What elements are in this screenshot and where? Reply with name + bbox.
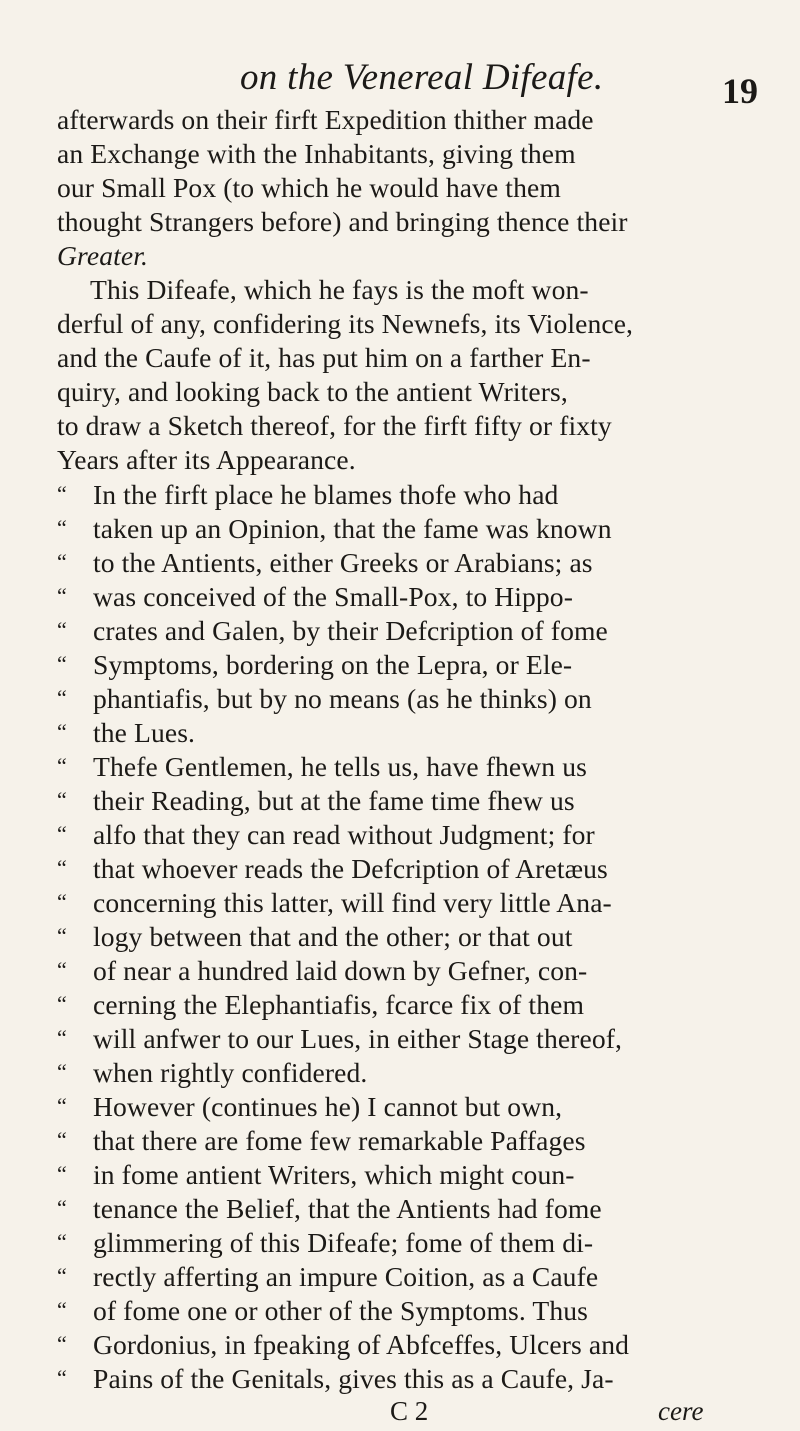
quote-mark: “	[57, 889, 67, 914]
quoted-line: “ when rightly confidered.	[57, 1057, 368, 1088]
page-number: 19	[722, 71, 758, 111]
quoted-line: “ phantiafis, but by no means (as he thinks) on	[57, 683, 592, 714]
running-head: on the Venereal Difeafe.	[240, 57, 604, 98]
text-line: derful of any, confidering its Newnefs, its Violence,	[57, 308, 634, 339]
quote-mark: “	[57, 1331, 67, 1356]
quote-mark: “	[57, 481, 67, 506]
quote-mark: “	[57, 957, 67, 982]
quoted-line: “ that whoever reads the Defcription of Aretæus	[57, 853, 608, 884]
text-line: and the Caufe of it, has put him on a farther En-	[57, 342, 591, 373]
quote-mark: “	[57, 583, 67, 608]
quote-mark: “	[57, 617, 67, 642]
quoted-line: “ of near a hundred laid down by Gefner, con-	[57, 955, 588, 986]
quote-mark: “	[57, 651, 67, 676]
quote-mark: “	[57, 685, 67, 710]
quote-mark: “	[57, 787, 67, 812]
text-line: This Difeafe, which he fays is the moft won-	[90, 274, 589, 305]
quote-mark: “	[57, 719, 67, 744]
quoted-line: “ in fome antient Writers, which might coun-	[57, 1159, 575, 1190]
quoted-line: “ their Reading, but at the fame time fhew us	[57, 785, 575, 816]
quote-mark: “	[57, 1093, 67, 1118]
text-line: afterwards on their firft Expedition thither made	[57, 104, 594, 135]
text-line: quiry, and looking back to the antient Writers,	[57, 376, 568, 407]
quoted-line: “ that there are fome few remarkable Paffages	[57, 1125, 586, 1156]
quote-mark: “	[57, 515, 67, 540]
quote-mark: “	[57, 549, 67, 574]
quote-mark: “	[57, 1297, 67, 1322]
quoted-line: “ concerning this latter, will find very little Ana-	[57, 887, 612, 918]
text-line: thought Strangers before) and bringing thence their	[57, 206, 628, 237]
quoted-line: “ alfo that they can read without Judgment; for	[57, 819, 595, 850]
quote-mark: “	[57, 1229, 67, 1254]
text-line: our Small Pox (to which he would have them	[57, 172, 561, 203]
quoted-line: “ the Lues.	[57, 717, 196, 748]
quoted-line: “ logy between that and the other; or that out	[57, 921, 573, 952]
quote-mark: “	[57, 991, 67, 1016]
quote-mark: “	[57, 855, 67, 880]
quote-mark: “	[57, 1059, 67, 1084]
quote-mark: “	[57, 1365, 67, 1390]
quoted-line: “ cerning the Elephantiafis, fcarce fix of them	[57, 989, 585, 1020]
quoted-line: “ glimmering of this Difeafe; fome of them di-	[57, 1227, 594, 1258]
quoted-line: “ was conceived of the Small-Pox, to Hippo-	[57, 581, 573, 612]
quote-mark: “	[57, 923, 67, 948]
quoted-line: “ taken up an Opinion, that the fame was known	[57, 513, 612, 544]
quoted-line: “ Symptoms, bordering on the Lepra, or Ele-	[57, 649, 573, 680]
quote-mark: “	[57, 1025, 67, 1050]
quoted-line: “ crates and Galen, by their Defcription of fome	[57, 615, 608, 646]
quoted-line: “ of fome one or other of the Symptoms. Thus	[57, 1295, 588, 1326]
quote-mark: “	[57, 821, 67, 846]
text-line: Years after its Appearance.	[57, 444, 356, 475]
quote-mark: “	[57, 1195, 67, 1220]
quoted-line: “ Gordonius, in fpeaking of Abfceffes, Ulcers and	[57, 1329, 629, 1360]
quoted-line: “ to the Antients, either Greeks or Arabians; as	[57, 547, 593, 578]
text-line: Greater.	[57, 240, 148, 271]
quote-mark: “	[57, 1263, 67, 1288]
quote-mark: “	[57, 753, 67, 778]
quote-mark: “	[57, 1161, 67, 1186]
quoted-line: “ Pains of the Genitals, gives this as a Caufe, Ja-	[57, 1363, 614, 1394]
text-line: an Exchange with the Inhabitants, giving them	[57, 138, 576, 169]
quoted-line: “ will anfwer to our Lues, in either Stage thereof,	[57, 1023, 623, 1054]
text-line: to draw a Sketch thereof, for the firft fifty or fixty	[57, 410, 612, 441]
quoted-line: “ Thefe Gentlemen, he tells us, have fhewn us	[57, 751, 587, 782]
quoted-line: “ tenance the Belief, that the Antients had fome	[57, 1193, 602, 1224]
signature-mark: C 2	[390, 1396, 429, 1426]
quoted-line: “ However (continues he) I cannot but own,	[57, 1091, 563, 1122]
quoted-line: “ In the firft place he blames thofe who had	[57, 479, 559, 510]
catchword: cere	[658, 1396, 704, 1426]
quote-mark: “	[57, 1127, 67, 1152]
quoted-line: “ rectly afferting an impure Coition, as a Caufe	[57, 1261, 599, 1292]
